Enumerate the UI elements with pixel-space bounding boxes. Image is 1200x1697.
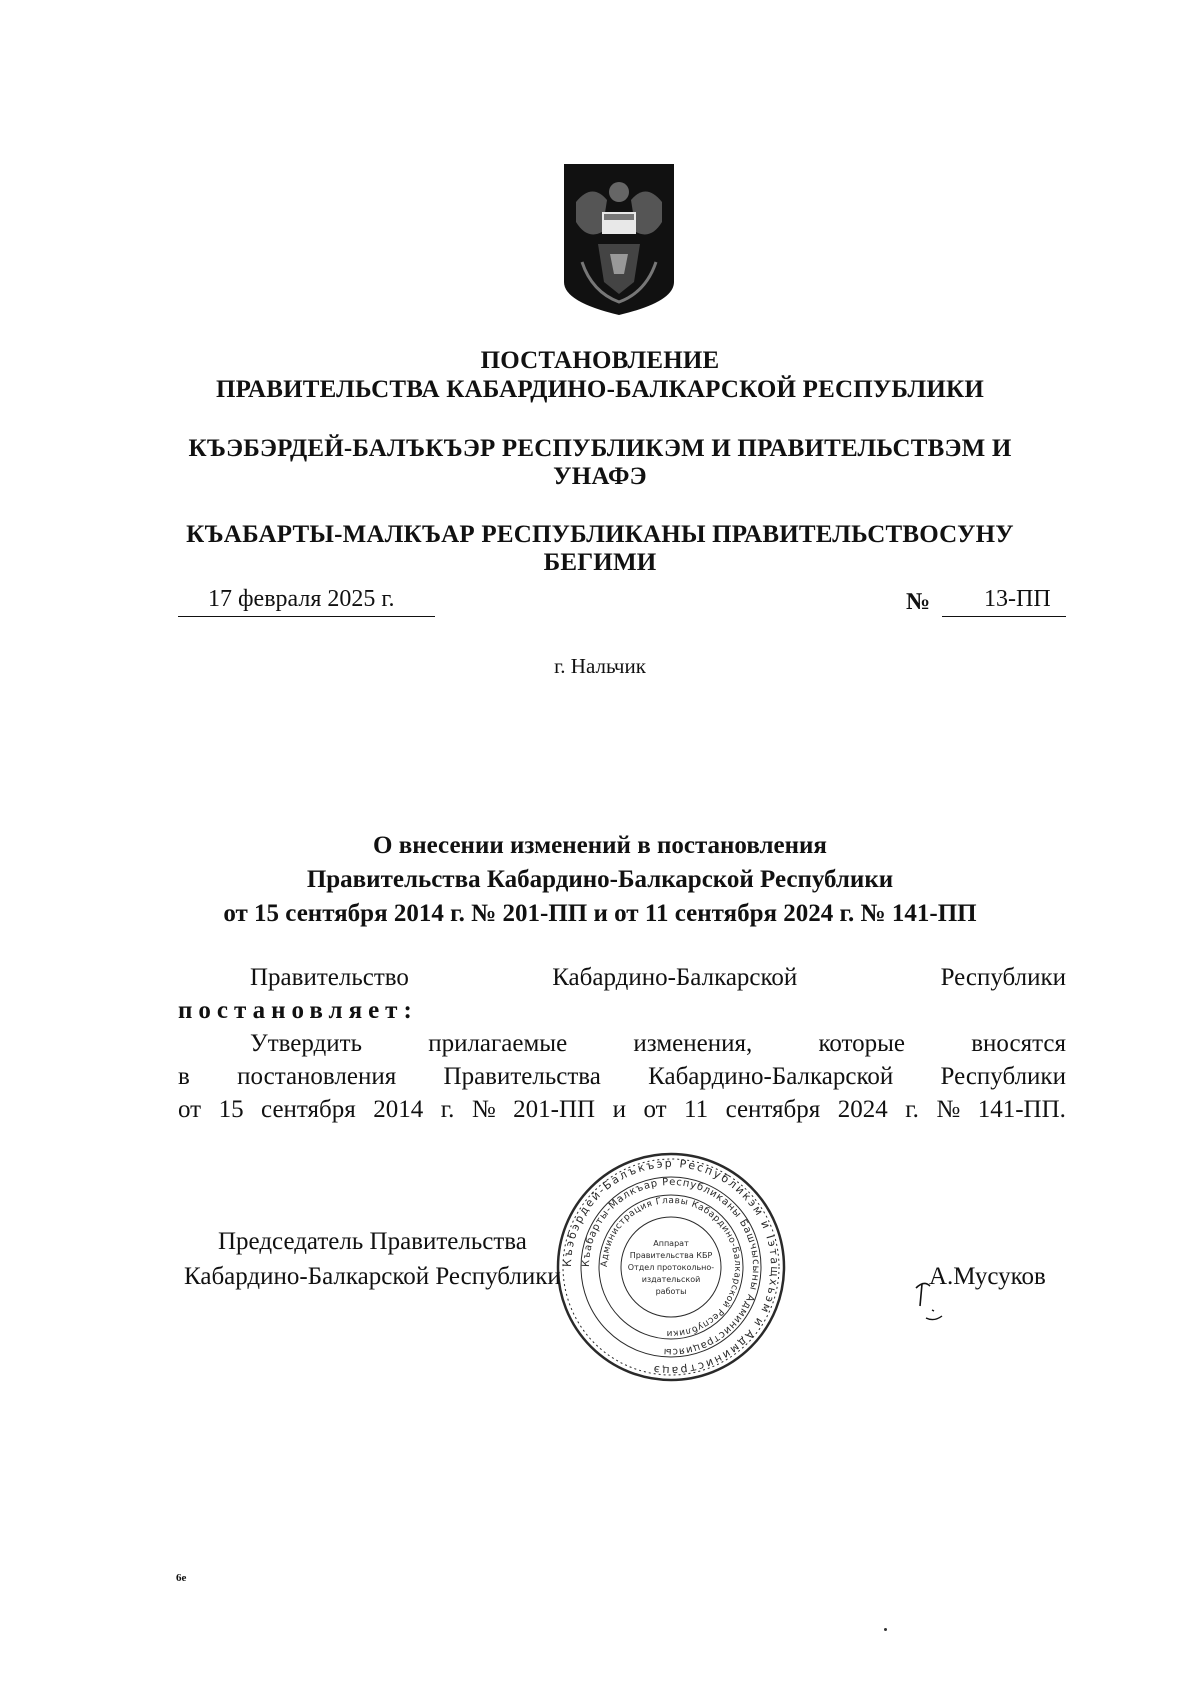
paragraph-2-line-1-word: Утвердить [250,1030,362,1057]
paragraph-2-line-2-word: Кабардино-Балкарской [648,1063,894,1090]
issuer-title-krc-line1: КЪАБАРТЫ-МАЛКЪАР РЕСПУБЛИКАНЫ ПРАВИТЕЛЬСТВОСУНУ [186,521,1014,548]
seal-middle-text: Къабарты-Малкъар Республиканы Башчысыны Администрациясы [580,1176,762,1358]
issuer-title-kab-line1: КЪЭБЭРДЕЙ-БАЛЪКЪЭР РЕСПУБЛИКЭМ И ПРАВИТЕЛЬСТВЭМ И [188,435,1012,462]
scan-speck [884,1628,887,1631]
paragraph-2-line-2-word: Правительства [443,1063,601,1090]
paragraph-2-line-3-word: сентября [725,1096,821,1123]
subject-line-2: Правительства Кабардино-Балкарской Республики [306,866,894,893]
subject-line-1: О внесении изменений в постановления [373,832,827,859]
paragraph-1-line [178,961,1066,994]
paragraph-2-line-1-word: вносятся [971,1030,1066,1057]
paragraph-2-line-1 [178,1027,1066,1060]
document-subject [0,829,1200,931]
number-field [942,584,1066,617]
paragraph-2-line-3-word: № [936,1096,961,1123]
paragraph-1-word: Республики [940,964,1066,991]
subject-line-3: от 15 сентября 2014 г. № 201-ПП и от 11 сентября 2024 г. № 141-ПП [223,900,977,927]
paragraph-2-line-3-word: от [643,1096,667,1123]
paragraph-2-line-1-word: прилагаемые [428,1030,568,1057]
seal-center-line-1: Аппарат [653,1239,689,1248]
signer-position-line-2: Кабардино-Балкарской Республики [184,1263,561,1290]
paragraph-1-word: Правительство [250,964,409,991]
paragraph-2-line-3-word: 11 [684,1096,709,1123]
body-paragraph-1 [178,961,1066,1027]
paragraph-2-line-3-word: 141-ПП. [977,1096,1066,1123]
seal-center-line-2: Правительства КБР [629,1251,713,1260]
seal-center-line-5: работы [655,1287,687,1296]
signer-position-line-1: Председатель Правительства [218,1228,527,1255]
seal-center-line-3: Отдел протокольно- [627,1263,715,1272]
signer-name: А.Мусуков [929,1263,1046,1290]
date-field [178,584,435,617]
paragraph-1-word: Кабардино-Балкарской [552,964,798,991]
paragraph-2-line-2-word: в [178,1063,190,1090]
paragraph-2-line-3-word: г. [905,1096,919,1123]
city-label: г. Нальчик [554,654,646,678]
seal-center-line-4: издательской [641,1275,701,1284]
paragraph-2-line-3 [178,1093,1066,1126]
paragraph-2-line-3-word: 2014 [373,1096,424,1123]
paragraph-2-line-3-word: и [612,1096,626,1123]
paragraph-2-line-3-word: № [471,1096,496,1123]
issuer-title-kab-line2: УНАФЭ [553,463,647,490]
paragraph-2-line-3-word: г. [440,1096,455,1123]
page-mark: 6е [176,1572,187,1584]
paragraph-2-line-1-word: которые [818,1030,905,1057]
decree-verb: постановляет: [178,997,418,1024]
document-type-title: ПОСТАНОВЛЕНИЕ [480,347,720,374]
paragraph-2-line-2-word: постановления [237,1063,397,1090]
seal-outer-text: Къэбэрдей-Балъкъэр Республикэм и Iэтащхьэм и Администрацэ [560,1156,782,1378]
paragraph-2-line-3-word: 2024 [837,1096,888,1123]
paragraph-2-line-2 [178,1060,1066,1093]
issuer-title-ru: ПРАВИТЕЛЬСТВА КАБАРДИНО-БАЛКАРСКОЙ РЕСПУБЛИКИ [216,376,984,403]
issuer-title-krc-line2: БЕГИМИ [543,549,657,576]
paragraph-2-line-3-word: от [178,1096,202,1123]
paragraph-2-line-1-word: изменения, [633,1030,753,1057]
body-paragraph-2 [178,1027,1066,1126]
number-sign: № [906,589,931,615]
document-number: 13-ПП [984,586,1051,612]
coat-of-arms-emblem [562,162,676,317]
paragraph-2-line-3-word: 201-ПП [513,1096,596,1123]
official-seal [556,1152,786,1382]
paragraph-2-line-3-word: сентября [261,1096,356,1123]
document-date: 17 февраля 2025 г. [208,586,395,612]
paragraph-2-line-2-word: Республики [940,1063,1066,1090]
paragraph-2-line-3-word: 15 [218,1096,244,1123]
seal-inner-text: Администрация Главы Кабардино-Балкарской Республики [599,1195,743,1339]
